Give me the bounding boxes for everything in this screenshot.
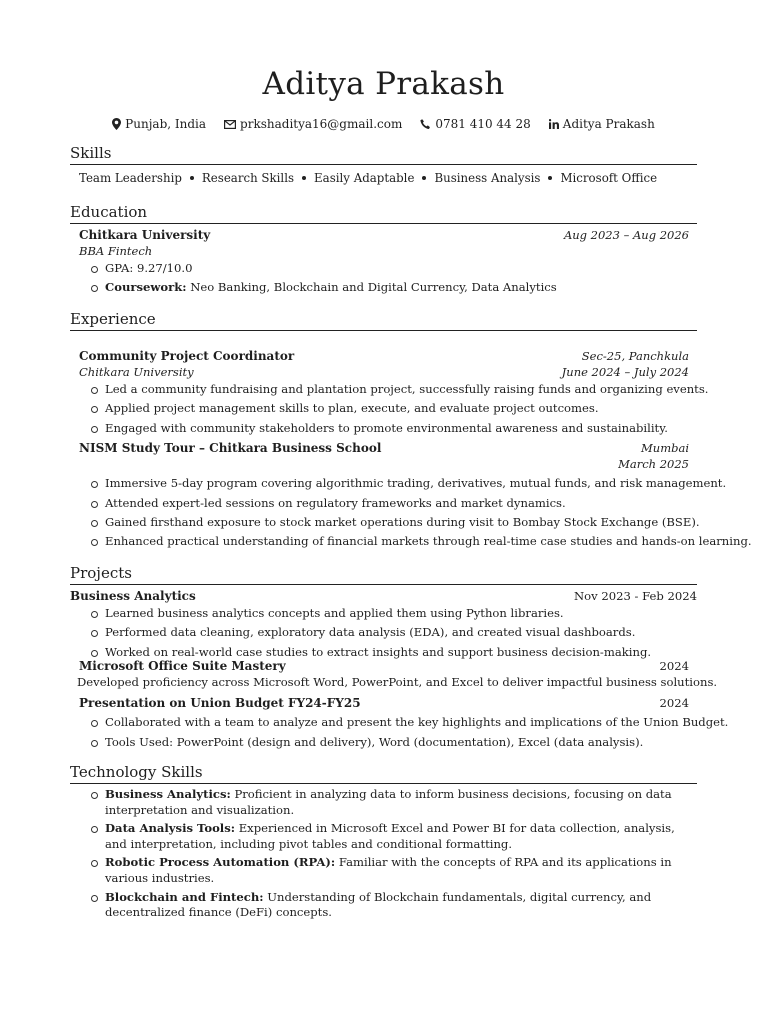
list-item: Tools Used: PowerPoint (design and delivery), Word (documentation), Excel (data analysis). bbox=[70, 733, 697, 752]
job-org: Chitkara University bbox=[79, 365, 194, 379]
contact-phone[interactable] bbox=[420, 115, 530, 133]
skill-item: Business Analysis bbox=[434, 171, 541, 185]
school-name: Chitkara University bbox=[79, 228, 211, 242]
skill-item: Easily Adaptable bbox=[314, 171, 415, 185]
tech-label: Data Analysis Tools: bbox=[105, 821, 236, 836]
tech-text: Experienced in Microsoft Excel and Power BI for data collection, analysis, and interpretation, including pivot tables and conditional formatting. bbox=[105, 821, 675, 851]
contact-bar bbox=[70, 115, 697, 133]
education-details bbox=[70, 259, 697, 298]
project-name: Business Analytics bbox=[70, 589, 196, 603]
skill-item: Team Leadership bbox=[79, 171, 182, 185]
section-divider bbox=[70, 164, 697, 165]
skill-item: Research Skills bbox=[201, 171, 295, 185]
list-item: Collaborated with a team to analyze and present the key highlights and implications of the Union Budget. bbox=[70, 713, 697, 732]
skill-item: Microsoft Office bbox=[560, 171, 658, 185]
list-item: Performed data cleaning, exploratory data analysis (EDA), and created visual dashboards. bbox=[70, 623, 697, 642]
list-item: Applied project management skills to plan, execute, and evaluate project outcomes. bbox=[70, 399, 697, 418]
tech-label: Business Analytics: bbox=[105, 787, 231, 801]
coursework: Neo Banking, Blockchain and Digital Currency, Data Analytics bbox=[186, 280, 557, 295]
tech-text: Proficient in analyzing data to inform business decisions, focusing on data interpretation and visualization. bbox=[105, 787, 672, 817]
linkedin-icon bbox=[549, 119, 559, 129]
gpa: GPA: 9.27/10.0 bbox=[105, 261, 193, 275]
project-entry bbox=[70, 695, 697, 711]
list-item: Gained firsthand exposure to stock market operations during visit to Bombay Stock Exchange (BSE). bbox=[70, 513, 697, 532]
coursework-label: Coursework: bbox=[105, 280, 187, 295]
experience-heading: Experience bbox=[70, 310, 156, 328]
education-section bbox=[70, 202, 697, 298]
education-dates: Aug 2023 – Aug 2026 bbox=[563, 228, 689, 242]
job-location: Sec-25, Panchkula bbox=[581, 349, 689, 363]
project-date: 2024 bbox=[659, 696, 689, 711]
project-date: 2024 bbox=[659, 659, 689, 674]
section-divider bbox=[70, 330, 697, 331]
location-text: Punjab, India bbox=[125, 117, 207, 131]
contact-email[interactable] bbox=[224, 115, 402, 133]
project-bullets bbox=[70, 604, 697, 662]
job-role: Community Project Coordinator bbox=[79, 349, 295, 363]
tech-skills-section bbox=[70, 762, 697, 924]
tech-label: Robotic Process Automation (RPA): bbox=[105, 855, 336, 870]
bullet-dot bbox=[190, 176, 194, 180]
list-item bbox=[70, 278, 697, 297]
bullet-dot bbox=[422, 176, 426, 180]
skills-heading: Skills bbox=[70, 144, 112, 162]
tech-text: Understanding of Blockchain fundamentals, digital currency, and decentralized finance (DeFi) concepts. bbox=[105, 889, 652, 920]
list-item bbox=[70, 787, 697, 818]
education-heading: Education bbox=[70, 203, 148, 221]
project-date: Nov 2023 - Feb 2024 bbox=[573, 589, 697, 603]
list-item: Learned business analytics concepts and applied them using Python libraries. bbox=[70, 604, 697, 623]
list-item: Attended expert-led sessions on regulatory frameworks and market dynamics. bbox=[70, 494, 697, 513]
job-entry bbox=[70, 348, 697, 380]
section-divider bbox=[70, 783, 697, 784]
list-item: Worked on real-world case studies to extract insights and support business decision-making. bbox=[70, 643, 697, 662]
phone-icon bbox=[420, 119, 431, 130]
degree: BBA Fintech bbox=[79, 244, 153, 258]
list-item bbox=[70, 259, 697, 278]
list-item bbox=[70, 855, 697, 886]
tech-skills-heading: Technology Skills bbox=[70, 763, 203, 781]
tech-skills-list bbox=[70, 787, 697, 921]
list-item: Led a community fundraising and plantation project, successfully raising funds and organizing events. bbox=[70, 380, 697, 399]
projects-heading: Projects bbox=[70, 564, 132, 582]
list-item: Engaged with community stakeholders to promote environmental awareness and sustainability. bbox=[70, 419, 697, 438]
tech-label: Blockchain and Fintech: bbox=[105, 889, 264, 904]
project-bullets bbox=[70, 713, 729, 752]
bullet-dot bbox=[548, 176, 552, 180]
section-divider bbox=[70, 223, 697, 224]
education-entry bbox=[70, 227, 697, 259]
job-entry bbox=[70, 440, 697, 472]
job-role: NISM Study Tour – Chitkara Business School bbox=[79, 441, 382, 456]
project-name: Microsoft Office Suite Mastery bbox=[79, 659, 286, 674]
skills-list bbox=[70, 169, 697, 187]
linkedin-link[interactable]: Aditya Prakash bbox=[562, 117, 655, 131]
map-pin-icon bbox=[112, 118, 121, 130]
contact-linkedin[interactable] bbox=[549, 115, 655, 133]
projects-section bbox=[70, 563, 729, 752]
list-item: Enhanced practical understanding of financial markets through real-time case studies and hands-on learning. bbox=[70, 532, 697, 551]
job-dates: March 2025 bbox=[618, 457, 689, 472]
section-divider bbox=[70, 584, 697, 585]
contact-location bbox=[112, 115, 206, 133]
tech-text: Familiar with the concepts of RPA and its applications in various industries. bbox=[105, 855, 672, 885]
list-item: Immersive 5-day program covering algorithmic trading, derivatives, mutual funds, and risk management. bbox=[70, 474, 697, 493]
candidate-name: Aditya Prakash bbox=[262, 66, 505, 102]
list-item bbox=[70, 821, 697, 852]
bullet-dot bbox=[302, 176, 306, 180]
job-location: Mumbai bbox=[641, 441, 689, 456]
project-name: Presentation on Union Budget FY24-FY25 bbox=[79, 696, 361, 711]
job-bullets bbox=[70, 380, 709, 438]
envelope-icon bbox=[224, 120, 236, 129]
experience-section bbox=[70, 309, 752, 552]
job-dates: June 2024 – July 2024 bbox=[561, 365, 689, 379]
job-bullets bbox=[70, 474, 752, 552]
email-link[interactable]: prkshaditya16@gmail.com bbox=[240, 117, 403, 131]
project-description: Developed proficiency across Microsoft Word, PowerPoint, and Excel to deliver impactful business solutions. bbox=[77, 675, 718, 690]
list-item bbox=[70, 890, 697, 921]
project-header bbox=[70, 588, 697, 604]
phone-text[interactable]: 0781 410 44 28 bbox=[435, 117, 531, 131]
skills-section bbox=[70, 143, 697, 187]
